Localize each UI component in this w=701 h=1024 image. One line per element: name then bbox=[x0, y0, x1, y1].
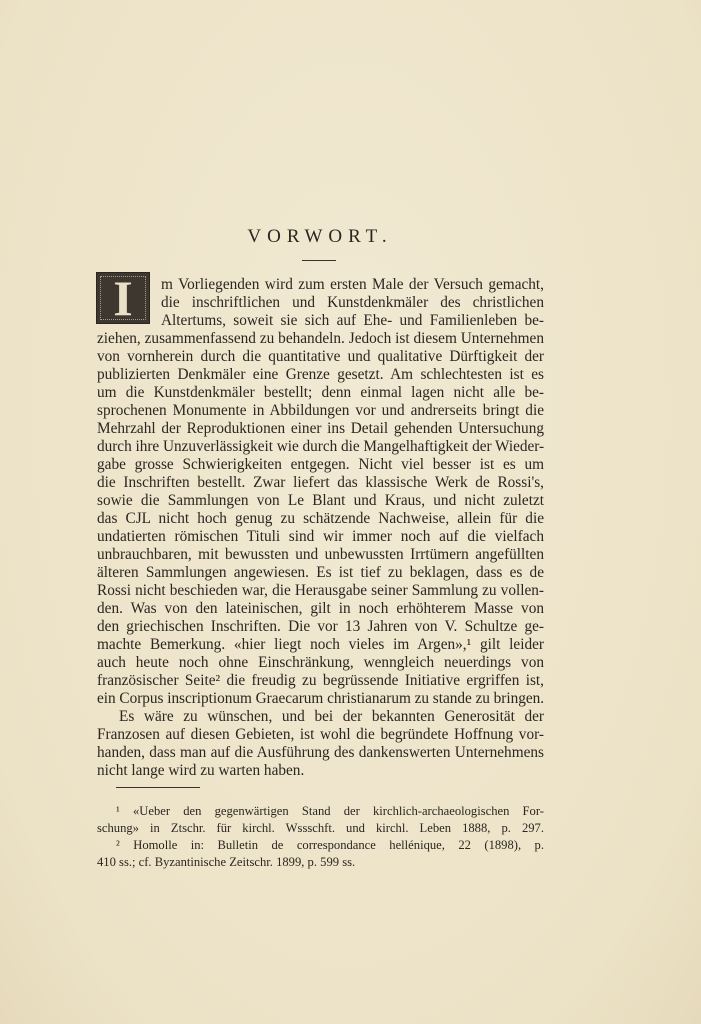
text-line: den griechischen Inschriften. Die vor 13 Jahren von V. Schultze ge- bbox=[97, 618, 544, 635]
footnote-line: ¹ «Ueber den gegenwärtigen Stand der kirchlich-archaeologischen For- bbox=[116, 804, 544, 818]
preface-body bbox=[97, 276, 544, 780]
footnote-line: ² Homolle in: Bulletin de correspondance hellénique, 22 (1898), p. bbox=[116, 838, 544, 852]
text-line: um die Kunstdenkmäler bestellt; denn einmal lagen nicht alle be- bbox=[97, 384, 544, 401]
text-line: das CJL nicht hoch genug zu schätzende Nachweise, allein für die bbox=[97, 510, 544, 527]
text-line: nicht lange wird zu warten haben. bbox=[97, 762, 305, 779]
text-line: Mehrzahl der Reproduktionen einer ins Detail gehenden Untersuchung bbox=[97, 420, 544, 437]
text-line: unbrauchbaren, mit bewussten und unbewussten Irrtümern angefüllten bbox=[97, 546, 544, 563]
text-line: sowie die Sammlungen von Le Blant und Kraus, und nicht zuletzt bbox=[97, 492, 544, 509]
footnote-line: 410 ss.; cf. Byzantinische Zeitschr. 1899, p. 599 ss. bbox=[97, 855, 356, 869]
text-line: sprochenen Monumente in Abbildungen vor und andrerseits bringt die bbox=[97, 402, 544, 419]
text-line: m Vorliegenden wird zum ersten Male der Versuch gemacht, bbox=[161, 276, 544, 293]
text-line: Es wäre zu wünschen, und bei der bekannten Generosität der bbox=[119, 708, 544, 725]
footnotes bbox=[97, 803, 544, 871]
text-line: durch ihre Unzuverlässigkeit wie durch die Mangelhaftigkeit der Wieder- bbox=[97, 438, 545, 455]
text-line: gabe grosse Schwierigkeiten entgegen. Nicht viel besser ist es um bbox=[97, 456, 544, 473]
text-line: handen, dass man auf die Ausführung des dankenswerten Unternehmens bbox=[97, 744, 544, 761]
text-line: auch heute noch ohne Einschränkung, wenngleich neuerdings von bbox=[97, 654, 544, 671]
footnote-line: schung» in Ztschr. für kirchl. Wssschft. und kirchl. Leben 1888, p. 297. bbox=[97, 821, 544, 835]
text-line: die Inschriften bestellt. Zwar liefert das klassische Werk de Rossi's, bbox=[97, 474, 544, 491]
text-line: Altertums, soweit sie sich auf Ehe- und Familienleben be- bbox=[161, 312, 544, 329]
text-line: ziehen, zusammenfassend zu behandeln. Jedoch ist diesem Unternehmen bbox=[97, 330, 544, 347]
initial-letter: I bbox=[113, 270, 133, 326]
text-line: ein Corpus inscriptionum Graecarum christianarum zu stande zu bringen. bbox=[97, 690, 545, 707]
page-title: VORWORT. bbox=[247, 226, 393, 247]
text-line: publizierten Denkmäler eine Grenze gesetzt. Am schlechtesten ist es bbox=[97, 366, 544, 383]
text-line: Rossi nicht beschieden war, die Herausgabe seiner Sammlung zu vollen- bbox=[97, 582, 544, 599]
text-line: den. Was von den lateinischen, gilt in noch erhöhterem Masse von bbox=[97, 600, 544, 617]
text-line: undatierten römischen Tituli sind wir immer noch auf die vielfach bbox=[97, 528, 544, 545]
text-line: französischer Seite² die freudig zu begrüssende Initiative ergriffen ist, bbox=[97, 672, 544, 689]
text-line: älteren Sammlungen angewiesen. Es ist tief zu beklagen, dass es de bbox=[97, 564, 544, 581]
footnote-divider bbox=[116, 787, 200, 788]
text-line: von vornherein durch die quantitative und qualitative Dürftigkeit der bbox=[97, 348, 544, 365]
text-line: die inschriftlichen und Kunstdenkmäler des christlichen bbox=[161, 294, 544, 311]
text-line: machte Bemerkung. «hier liegt noch vieles im Argen»,¹ gilt leider bbox=[97, 636, 544, 653]
text-line: Franzosen auf diesen Gebieten, ist wohl die begründete Hoffnung vor- bbox=[97, 726, 544, 743]
title-divider bbox=[302, 260, 336, 261]
